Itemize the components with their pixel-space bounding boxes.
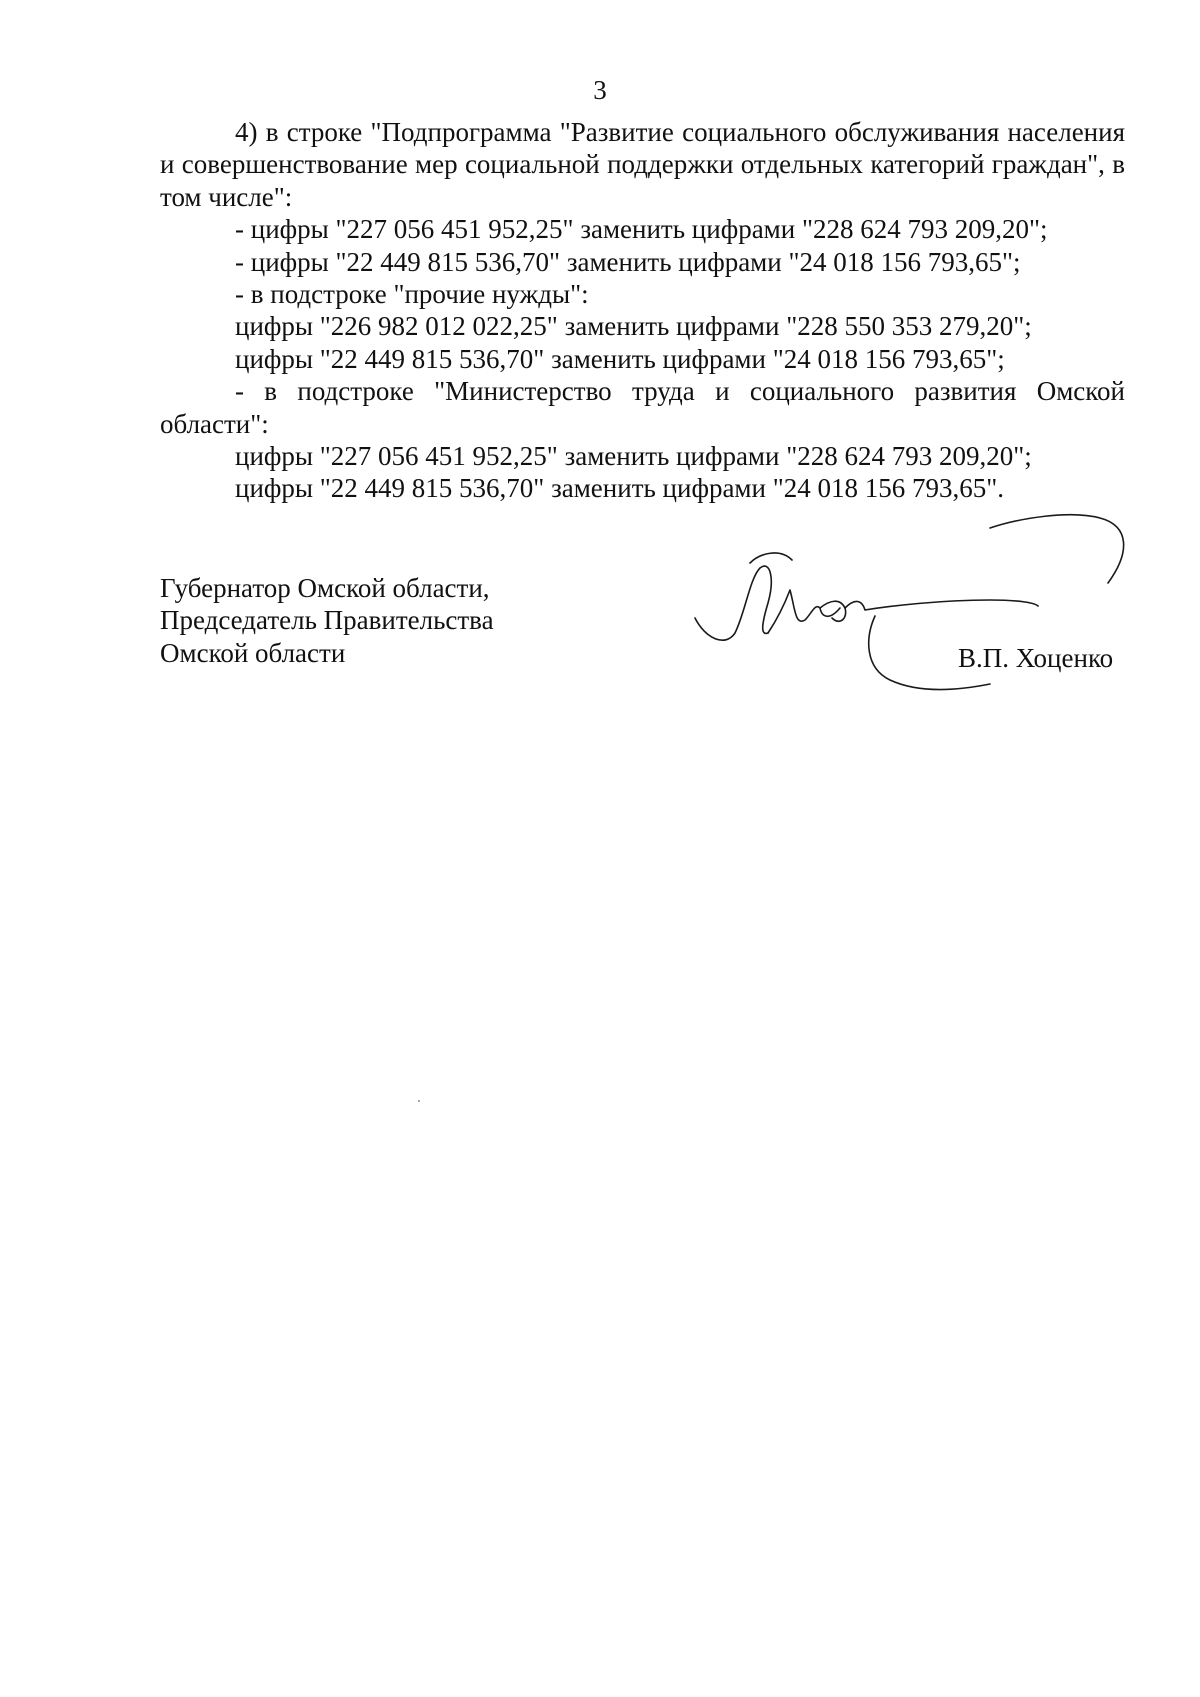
paragraph-replace-year: - цифры "22 449 815 536,70" заменить цифрами "24 018 156 793,65"; [235,246,1021,277]
signatory-title-line: Председатель Правительства [160,605,494,636]
signatory-title [160,572,494,669]
paragraph-ministry-year: цифры "22 449 815 536,70" заменить цифрами "24 018 156 793,65". [235,473,1005,504]
paragraph-ministry-total: цифры "227 056 451 952,25" заменить цифрами "228 624 793 209,20"; [235,441,1032,472]
paragraph-item-4: 4) в строке "Подпрограмма "Развитие социального обслуживания населения и совершенствование мер социальной поддержки отдельных категорий граждан", в том числе": [160,117,1125,212]
page-number: 3 [593,75,607,105]
signatory-name: В.П. Хоценко [958,643,1114,673]
paragraph-replace-total: - цифры "227 056 451 952,25" заменить цифрами "228 624 793 209,20"; [235,214,1048,245]
paragraph-other-needs-year: цифры "22 449 815 536,70" заменить цифрами "24 018 156 793,65"; [235,343,1005,374]
scan-speck [418,1100,420,1102]
paragraph-substring-other-needs: - в подстроке "прочие нужды": [235,279,589,310]
signatory-title-line: Губернатор Омской области, [160,573,490,603]
document-body [160,116,1125,505]
handwritten-signature [690,508,1140,718]
signatory-title-line: Омской области [160,637,346,668]
paragraph-other-needs-total: цифры "226 982 012 022,25" заменить цифрами "228 550 353 279,20"; [235,311,1032,342]
paragraph-substring-ministry: - в подстроке "Министерство труда и социального развития Омской области": [160,376,1125,439]
